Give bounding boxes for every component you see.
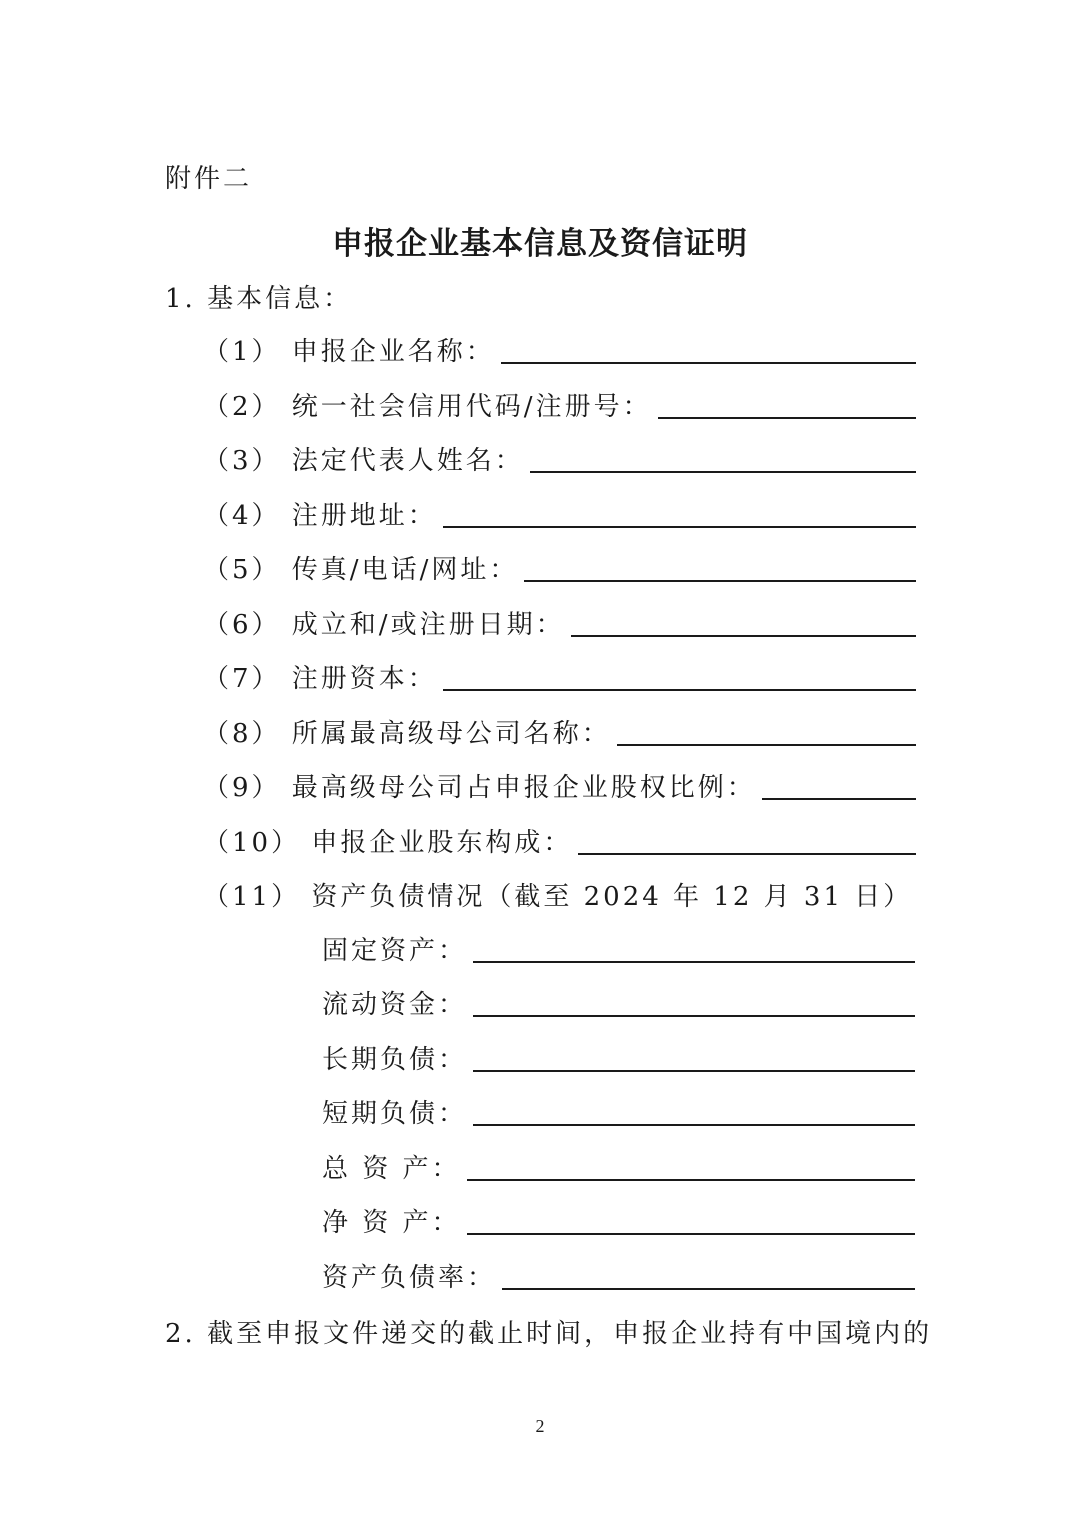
fill-in-blank[interactable]: [473, 985, 915, 1017]
fill-in-blank[interactable]: [762, 768, 916, 800]
field-registered-capital: [203, 655, 916, 695]
fill-in-blank[interactable]: [571, 605, 916, 637]
fill-in-blank[interactable]: [443, 659, 916, 691]
section-1-heading: 1. 基本信息：: [165, 284, 353, 314]
field-parent-equity-ratio: [203, 764, 916, 804]
field-label: 长期负债：: [322, 1045, 468, 1075]
fill-in-blank[interactable]: [473, 1040, 915, 1072]
page-number: 2: [535, 1416, 545, 1436]
field-label: 固定资产：: [322, 936, 468, 966]
fill-in-blank[interactable]: [502, 1258, 915, 1290]
field-label: （1） 申报企业名称：: [203, 337, 495, 367]
fill-in-blank[interactable]: [467, 1203, 915, 1235]
subfield-working-capital: [322, 981, 915, 1021]
field-label: 净 资 产：: [322, 1208, 461, 1238]
field-label: （8） 所属最高级母公司名称：: [203, 719, 611, 749]
fill-in-blank[interactable]: [501, 332, 916, 364]
section-2-text: 2. 截至申报文件递交的截止时间，申报企业持有中国境内的: [165, 1319, 933, 1349]
field-label: 短期负债：: [322, 1099, 468, 1129]
field-label: （6） 成立和/或注册日期：: [203, 610, 565, 640]
field-label: （9） 最高级母公司占申报企业股权比例：: [203, 773, 756, 803]
fill-in-blank[interactable]: [530, 441, 916, 473]
field-company-name: [203, 328, 916, 368]
field-label: （7） 注册资本：: [203, 664, 437, 694]
field-registered-address: [203, 492, 916, 532]
field-label: （4） 注册地址：: [203, 501, 437, 531]
subfield-net-assets: [322, 1199, 915, 1239]
subfield-fixed-assets: [322, 927, 915, 967]
field-parent-company: [203, 710, 916, 750]
field-contact: [203, 546, 916, 586]
attachment-label: 附件二: [165, 164, 253, 194]
fill-in-blank[interactable]: [617, 714, 916, 746]
field-label: 流动资金：: [322, 990, 468, 1020]
subfield-long-term-liabilities: [322, 1036, 915, 1076]
field-establishment-date: [203, 601, 916, 641]
item-11-heading: （11） 资产负债情况（截至 2024 年 12 月 31 日）: [203, 882, 913, 912]
subfield-short-term-liabilities: [322, 1090, 915, 1130]
field-label: （2） 统一社会信用代码/注册号：: [203, 392, 652, 422]
fill-in-blank[interactable]: [578, 823, 916, 855]
subfield-debt-ratio: [322, 1254, 915, 1294]
field-legal-representative: [203, 437, 916, 477]
fill-in-blank[interactable]: [524, 550, 916, 582]
subfield-total-assets: [322, 1145, 915, 1185]
fill-in-blank[interactable]: [473, 1094, 915, 1126]
field-credit-code: [203, 383, 916, 423]
fill-in-blank[interactable]: [443, 496, 916, 528]
fill-in-blank[interactable]: [473, 931, 915, 963]
field-label: （3） 法定代表人姓名：: [203, 446, 524, 476]
field-label: （5） 传真/电话/网址：: [203, 555, 519, 585]
document-title: 申报企业基本信息及资信证明: [332, 226, 748, 262]
field-shareholder-structure: [203, 819, 916, 859]
fill-in-blank[interactable]: [658, 387, 916, 419]
field-label: 总 资 产：: [322, 1154, 461, 1184]
fill-in-blank[interactable]: [467, 1149, 915, 1181]
field-label: 资产负债率：: [322, 1263, 497, 1293]
field-label: （10） 申报企业股东构成：: [203, 828, 573, 858]
